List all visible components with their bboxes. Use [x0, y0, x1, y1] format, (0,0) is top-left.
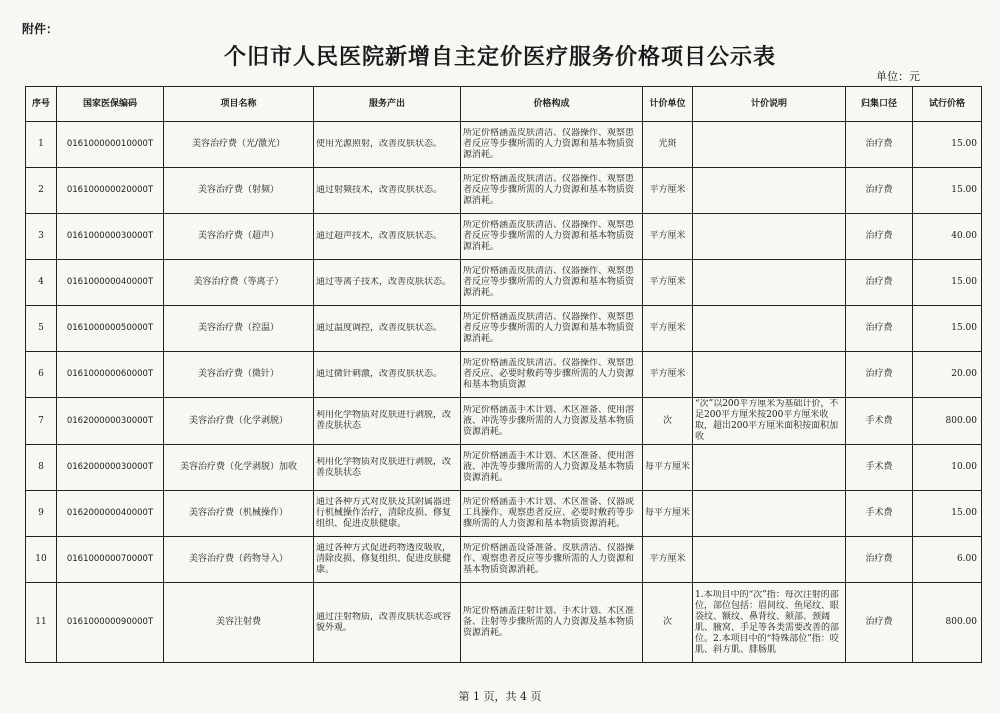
row-composition — [461, 306, 643, 352]
row-code: 016200000030000T — [57, 445, 164, 491]
row-price: 15.00 — [913, 122, 982, 168]
header-note: 计价说明 — [693, 87, 846, 122]
table-row — [26, 352, 982, 398]
row-output — [314, 122, 461, 168]
row-output-text: 通过超声技术，改善皮肤状态。 — [316, 231, 443, 241]
row-no: 1 — [26, 122, 57, 168]
row-name: 美容注射费 — [164, 583, 314, 663]
row-output — [314, 306, 461, 352]
table-row — [26, 168, 982, 214]
row-category: 治疗费 — [846, 352, 913, 398]
row-price: 40.00 — [913, 214, 982, 260]
row-output — [314, 445, 461, 491]
row-code: 016200000040000T — [57, 491, 164, 537]
table-row — [26, 491, 982, 537]
row-category: 治疗费 — [846, 260, 913, 306]
row-note-text: 1.本项目中的“次”指：每次注射的部位，部位包括：眉间纹、鱼尾纹、眼袋纹、额纹、鼻背纹、颏部、颈阔肌、腋窝、手足等各类需要改善的部位。2.本项目中的“特殊部位”指：咬肌、斜方肌、腓肠肌 — [695, 589, 840, 655]
row-unit: 平方厘米 — [643, 260, 693, 306]
row-name: 美容治疗费（化学剥脱） — [164, 398, 314, 445]
row-composition — [461, 122, 643, 168]
row-composition — [461, 214, 643, 260]
row-composition — [461, 491, 643, 537]
row-name: 美容治疗费（控温） — [164, 306, 314, 352]
row-unit: 平方厘米 — [643, 537, 693, 583]
row-composition-text: 所定价格涵盖皮肤清洁、仪器操作、观察患者反应等步骤所需的人力资源和基本物质资源消耗。 — [463, 266, 635, 298]
row-code: 016100000010000T — [57, 122, 164, 168]
row-note-text: “次”以200平方厘米为基础计价，不足200平方厘米按200平方厘米收取，超出200平方厘米面积按面积加收 — [695, 399, 839, 442]
row-composition-text: 所定价格涵盖设备准备、皮肤清洁、仪器操作、观察患者反应等步骤所需的人力资源和基本物质资源消耗。 — [463, 543, 635, 575]
header-code: 国家医保编码 — [57, 87, 164, 122]
row-unit: 平方厘米 — [643, 214, 693, 260]
row-output — [314, 352, 461, 398]
page-title: 个旧市人民医院新增自主定价医疗服务价格项目公示表 — [223, 45, 776, 70]
row-composition-text: 所定价格涵盖皮肤清洁、仪器操作、观察患者反应等步骤所需的人力资源和基本物质资源消耗。 — [463, 174, 635, 206]
row-composition-text: 所定价格涵盖手术计划、术区准备、使用溶液、冲洗等步骤所需的人力资源及基本物质资源消耗。 — [463, 404, 635, 437]
row-category: 手术费 — [846, 398, 913, 445]
row-category: 治疗费 — [846, 168, 913, 214]
row-composition — [461, 260, 643, 306]
row-no: 4 — [26, 260, 57, 306]
row-note — [693, 352, 846, 398]
row-code: 016100000070000T — [57, 537, 164, 583]
row-unit: 平方厘米 — [643, 306, 693, 352]
row-category: 手术费 — [846, 445, 913, 491]
row-composition — [461, 583, 643, 663]
row-composition — [461, 537, 643, 583]
row-code: 016100000020000T — [57, 168, 164, 214]
row-output-text: 利用化学物质对皮肤进行剥脱，改善皮肤状态 — [316, 456, 452, 478]
row-unit: 平方厘米 — [643, 168, 693, 214]
header-price: 试行价格 — [913, 87, 982, 122]
row-category: 治疗费 — [846, 537, 913, 583]
row-composition — [461, 398, 643, 445]
row-note — [693, 445, 846, 491]
row-code: 016100000040000T — [57, 260, 164, 306]
row-category: 手术费 — [846, 491, 913, 537]
row-output — [314, 214, 461, 260]
header-output: 服务产出 — [314, 87, 461, 122]
header-unit: 计价单位 — [643, 87, 693, 122]
header-name: 项目名称 — [164, 87, 314, 122]
row-code: 016100000030000T — [57, 214, 164, 260]
row-unit: 每平方厘米 — [643, 445, 693, 491]
row-category: 治疗费 — [846, 306, 913, 352]
row-price: 20.00 — [913, 352, 982, 398]
attachment-label: 附件： — [22, 22, 59, 36]
row-note — [693, 491, 846, 537]
header-no: 序号 — [26, 87, 57, 122]
row-output-text: 通过微针刺激，改善皮肤状态。 — [316, 369, 443, 379]
row-composition-text: 所定价格涵盖手术计划、术区准备、使用溶液、冲洗等步骤所需的人力资源及基本物质资源消耗。 — [463, 451, 635, 483]
row-category: 治疗费 — [846, 583, 913, 663]
row-price: 10.00 — [913, 445, 982, 491]
row-output-text: 通过射频技术，改善皮肤状态。 — [316, 185, 443, 195]
row-unit: 光斑 — [643, 122, 693, 168]
row-note — [693, 214, 846, 260]
table-row — [26, 537, 982, 583]
row-composition-text: 所定价格涵盖皮肤清洁、仪器操作、观察患者反应、必要时敷药等步骤所需的人力资源和基本物质资源 — [463, 358, 635, 390]
row-composition-text: 所定价格涵盖皮肤清洁、仪器操作、观察患者反应等步骤所需的人力资源和基本物质资源消耗。 — [463, 220, 635, 252]
table-row — [26, 583, 982, 663]
row-output-text: 通过注射物质，改善皮肤状态或容貌外观。 — [316, 611, 452, 633]
row-output — [314, 583, 461, 663]
row-note — [693, 260, 846, 306]
page-footer: 第 1 页，共 4 页 — [458, 690, 542, 703]
row-composition — [461, 352, 643, 398]
row-output-text: 利用化学物质对皮肤进行剥脱，改善皮肤状态 — [316, 410, 452, 431]
row-price: 15.00 — [913, 306, 982, 352]
row-no: 9 — [26, 491, 57, 537]
row-no: 3 — [26, 214, 57, 260]
table-row — [26, 214, 982, 260]
row-unit: 次 — [643, 398, 693, 445]
row-price: 800.00 — [913, 398, 982, 445]
row-name: 美容治疗费（机械操作） — [164, 491, 314, 537]
row-output — [314, 537, 461, 583]
row-price: 800.00 — [913, 583, 982, 663]
row-unit: 每平方厘米 — [643, 491, 693, 537]
row-code: 016200000030000T — [57, 398, 164, 445]
row-unit: 平方厘米 — [643, 352, 693, 398]
table-row — [26, 445, 982, 491]
table-row — [26, 306, 982, 352]
row-category: 治疗费 — [846, 214, 913, 260]
row-no: 5 — [26, 306, 57, 352]
table-header-row — [26, 87, 982, 122]
row-no: 11 — [26, 583, 57, 663]
row-output-text: 通过等离子技术，改善皮肤状态。 — [316, 277, 452, 287]
row-note — [693, 306, 846, 352]
table-row — [26, 122, 982, 168]
row-output-text: 通过各种方式对皮肤及其附属器进行机械操作治疗，清除皮损、修复组织、促进皮肤健康。 — [316, 497, 452, 529]
row-price: 15.00 — [913, 491, 982, 537]
row-no: 6 — [26, 352, 57, 398]
row-price: 15.00 — [913, 260, 982, 306]
row-no: 2 — [26, 168, 57, 214]
row-output-text: 使用光源照射，改善皮肤状态。 — [316, 139, 443, 149]
price-table — [25, 86, 982, 663]
row-name: 美容治疗费（化学剥脱）加收 — [164, 445, 314, 491]
row-composition-text: 所定价格涵盖皮肤清洁、仪器操作、观察患者反应等步骤所需的人力资源和基本物质资源消耗。 — [463, 312, 635, 344]
row-code: 016100000090000T — [57, 583, 164, 663]
table-row — [26, 260, 982, 306]
row-output — [314, 168, 461, 214]
row-code: 016100000050000T — [57, 306, 164, 352]
row-composition — [461, 445, 643, 491]
row-note — [693, 583, 846, 663]
row-composition-text: 所定价格涵盖皮肤清洁、仪器操作、观察患者反应等步骤所需的人力资源和基本物质资源消耗。 — [463, 128, 635, 160]
row-price: 6.00 — [913, 537, 982, 583]
row-name: 美容治疗费（射频） — [164, 168, 314, 214]
row-composition-text: 所定价格涵盖手术计划、术区准备、仪器或工具操作、观察患者反应、必要时敷药等步骤所需的人力资源和基本物质资源消耗。 — [463, 497, 635, 529]
row-output-text: 通过温度调控，改善皮肤状态。 — [316, 323, 443, 333]
row-output — [314, 260, 461, 306]
row-name: 美容治疗费（等离子） — [164, 260, 314, 306]
row-name: 美容治疗费（药物导入） — [164, 537, 314, 583]
row-name: 美容治疗费（微针） — [164, 352, 314, 398]
row-category: 治疗费 — [846, 122, 913, 168]
table-row — [26, 398, 982, 445]
row-note — [693, 122, 846, 168]
row-code: 016100000060000T — [57, 352, 164, 398]
row-output — [314, 398, 461, 445]
unit-label: 单位：元 — [876, 70, 920, 83]
header-category: 归集口径 — [846, 87, 913, 122]
row-composition — [461, 168, 643, 214]
row-note — [693, 398, 846, 445]
row-composition-text: 所定价格涵盖注射计划、手术计划、术区准备、注射等步骤所需的人力资源及基本物质资源消耗。 — [463, 606, 635, 638]
row-note — [693, 168, 846, 214]
row-name: 美容治疗费（光/激光） — [164, 122, 314, 168]
row-name: 美容治疗费（超声） — [164, 214, 314, 260]
row-no: 7 — [26, 398, 57, 445]
row-output-text: 通过各种方式促进药物透皮吸收，清除皮损、修复组织、促进皮肤健康。 — [316, 543, 452, 575]
row-no: 10 — [26, 537, 57, 583]
row-note — [693, 537, 846, 583]
row-price: 15.00 — [913, 168, 982, 214]
header-composition: 价格构成 — [461, 87, 643, 122]
row-output — [314, 491, 461, 537]
row-unit: 次 — [643, 583, 693, 663]
row-no: 8 — [26, 445, 57, 491]
